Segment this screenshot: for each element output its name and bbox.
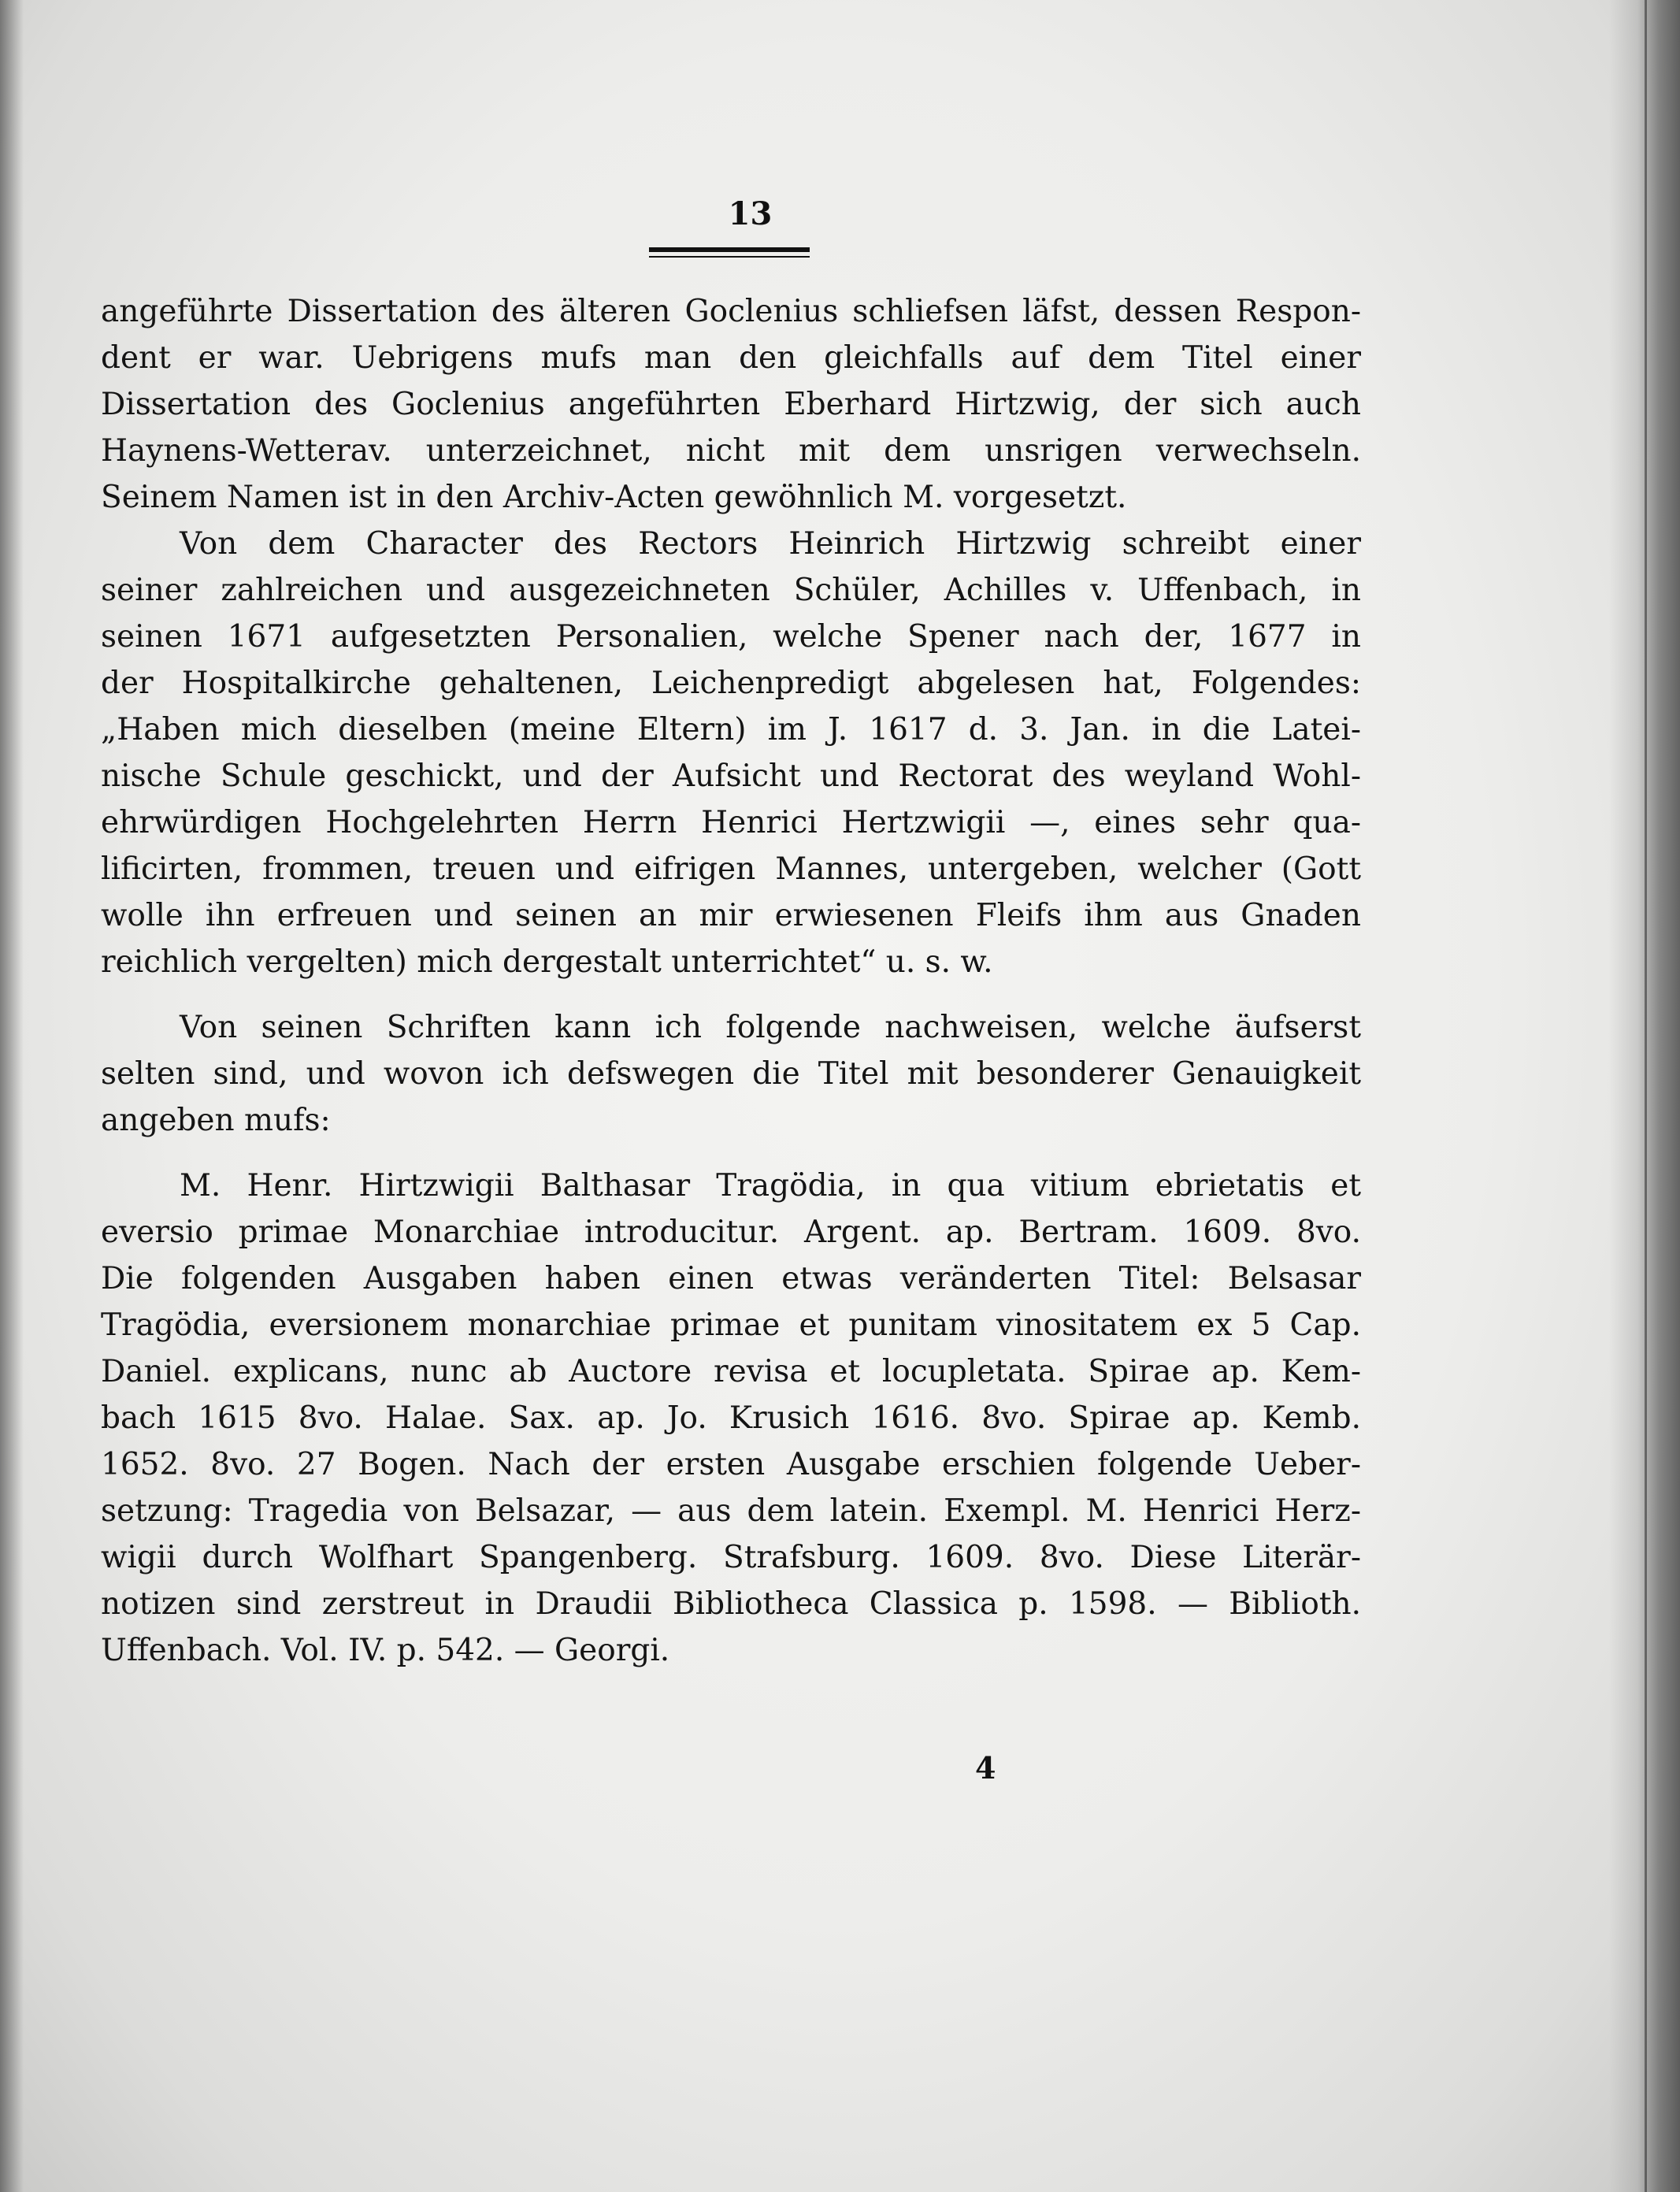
text-line: M. Henr. Hirtzwigii Balthasar Tragödia, in qua vitium ebrietatis et	[180, 1168, 1361, 1204]
header-rule-thick	[649, 247, 810, 252]
text-line: Uffenbach. Vol. IV. p. 542. — Georgi.	[101, 1633, 670, 1668]
text-line: Haynens-Wetterav. unterzeichnet, nicht mit dem unsrigen verwechseln.	[101, 433, 1361, 469]
text-line: Tragödia, eversionem monarchiae primae et punitam vinositatem ex 5 Cap.	[101, 1307, 1361, 1343]
text-line: Dissertation des Goclenius angeführten Eberhard Hirtzwig, der sich auch	[101, 387, 1361, 422]
page-edge-line	[1645, 0, 1647, 2192]
page-left-shadow	[0, 0, 24, 2192]
page-number: 13	[728, 195, 773, 232]
paragraph-gap	[101, 985, 1361, 1004]
text-line: wolle ihn erfreuen und seinen an mir erwiesenen Fleifs ihm aus Gnaden	[101, 898, 1361, 933]
text-line: angeführte Dissertation des älteren Goclenius schliefsen läfst, dessen Respon-	[101, 294, 1361, 329]
text-line: 1652. 8vo. 27 Bogen. Nach der ersten Ausgabe erschien folgende Ueber-	[101, 1447, 1361, 1482]
paragraph-gap	[101, 1144, 1361, 1163]
text-line: reichlich vergelten) mich dergestalt unterrichtet“ u. s. w.	[101, 944, 993, 980]
text-line: „Haben mich dieselben (meine Eltern) im J. 1617 d. 3. Jan. in die Latei-	[101, 712, 1361, 747]
text-line: Daniel. explicans, nunc ab Auctore revisa et locupletata. Spirae ap. Kem-	[101, 1354, 1361, 1389]
header-rule-thin	[649, 256, 810, 258]
text-line: Von dem Character des Rectors Heinrich Hirtzwig schreibt einer	[180, 526, 1361, 562]
text-line: seinen 1671 aufgesetzten Personalien, welche Spener nach der, 1677 in	[101, 619, 1361, 655]
text-line: seiner zahlreichen und ausgezeichneten Schüler, Achilles v. Uffenbach, in	[101, 573, 1361, 608]
text-line: notizen sind zerstreut in Draudii Bibliotheca Classica p. 1598. — Biblioth.	[101, 1586, 1361, 1622]
text-line: lificirten, frommen, treuen und eifrigen Mannes, untergeben, welcher (Gott	[101, 851, 1361, 887]
text-line: bach 1615 8vo. Halae. Sax. ap. Jo. Krusich 1616. 8vo. Spirae ap. Kemb.	[101, 1400, 1361, 1436]
signature-mark: 4	[975, 1750, 996, 1786]
text-line: nische Schule geschickt, und der Aufsicht und Rectorat des weyland Wohl-	[101, 758, 1361, 794]
text-line: der Hospitalkirche gehaltenen, Leichenpredigt abgelesen hat, Folgendes:	[101, 666, 1361, 701]
text-line: Seinem Namen ist in den Archiv-Acten gewöhnlich M. vorgesetzt.	[101, 480, 1127, 515]
text-line: Von seinen Schriften kann ich folgende nachweisen, welche äufserst	[180, 1010, 1361, 1045]
text-line: wigii durch Wolfhart Spangenberg. Strafsburg. 1609. 8vo. Diese Literär-	[101, 1540, 1361, 1575]
text-line: angeben mufs:	[101, 1103, 331, 1138]
body-text	[101, 288, 1361, 1674]
text-line: ehrwürdigen Hochgelehrten Herrn Henrici Hertzwigii —, eines sehr qua-	[101, 805, 1361, 840]
text-line: setzung: Tragedia von Belsazar, — aus dem latein. Exempl. M. Henrici Herz-	[101, 1493, 1361, 1529]
text-line: dent er war. Uebrigens mufs man den gleichfalls auf dem Titel einer	[101, 340, 1361, 376]
text-line: eversio primae Monarchiae introducitur. Argent. ap. Bertram. 1609. 8vo.	[101, 1215, 1361, 1250]
text-line: selten sind, und wovon ich defswegen die Titel mit besonderer Genauigkeit	[101, 1056, 1361, 1092]
text-line: Die folgenden Ausgaben haben einen etwas veränderten Titel: Belsasar	[101, 1261, 1361, 1296]
